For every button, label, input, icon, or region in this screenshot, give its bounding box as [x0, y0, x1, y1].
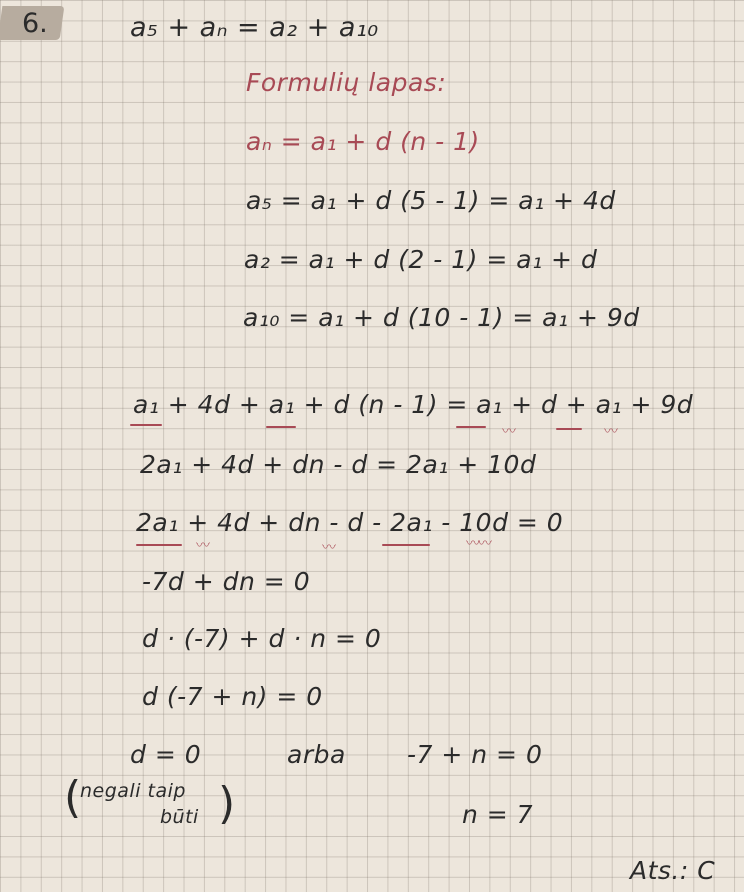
simplified-equation: -7d + dn = 0 — [142, 567, 311, 596]
moved-equation: 2a₁ + 4d + dn - d - 2a₁ - 10d = 0 — [136, 508, 564, 537]
a5-formula: a₅ = a₁ + d (5 - 1) = a₁ + 4d — [246, 186, 616, 215]
underline-a1-second — [266, 426, 296, 428]
left-paren: ( — [64, 772, 82, 823]
case1-equation: d = 0 — [130, 740, 202, 769]
underline-a1-left — [130, 424, 162, 426]
problem-number: 6. — [22, 8, 48, 39]
case2-equation: -7 + n = 0 — [407, 740, 543, 769]
given-equation: a₅ + aₙ = a₂ + a₁₀ — [130, 12, 379, 43]
answer: Ats.: C — [630, 856, 716, 885]
underline-2a1-left — [136, 544, 182, 546]
wavy-d-right: 〰 — [502, 424, 514, 440]
substituted-equation: a₁ + 4d + a₁ + d (n - 1) = a₁ + d + a₁ + 9d — [133, 390, 694, 419]
case1-note-line1: negali taip — [80, 780, 186, 802]
factored-equation: d (-7 + n) = 0 — [142, 682, 323, 711]
formulas-heading: Formulių lapas: — [246, 68, 447, 97]
wavy-9d-right: 〰 — [604, 424, 616, 440]
case1-note-line2: būti — [160, 806, 199, 828]
right-paren: ) — [218, 778, 236, 829]
underline-a1-right — [456, 426, 486, 428]
a10-formula: a₁₀ = a₁ + d (10 - 1) = a₁ + 9d — [243, 303, 640, 332]
wavy-4d: 〰 — [196, 538, 208, 554]
wavy-10d: 〰〰 — [466, 536, 490, 552]
expanded-equation: 2a₁ + 4d + dn - d = 2a₁ + 10d — [140, 450, 537, 479]
factored-step-equation: d · (-7) + d · n = 0 — [142, 624, 382, 653]
or-word: arba — [287, 740, 346, 769]
underline-2a1-right — [382, 544, 430, 546]
general-formula: aₙ = a₁ + d (n - 1) — [246, 127, 480, 156]
a2-formula: a₂ = a₁ + d (2 - 1) = a₁ + d — [244, 245, 598, 274]
underline-a1-right2 — [556, 428, 582, 430]
solution-equation: n = 7 — [462, 800, 534, 829]
wavy-d: 〰 — [322, 540, 334, 556]
